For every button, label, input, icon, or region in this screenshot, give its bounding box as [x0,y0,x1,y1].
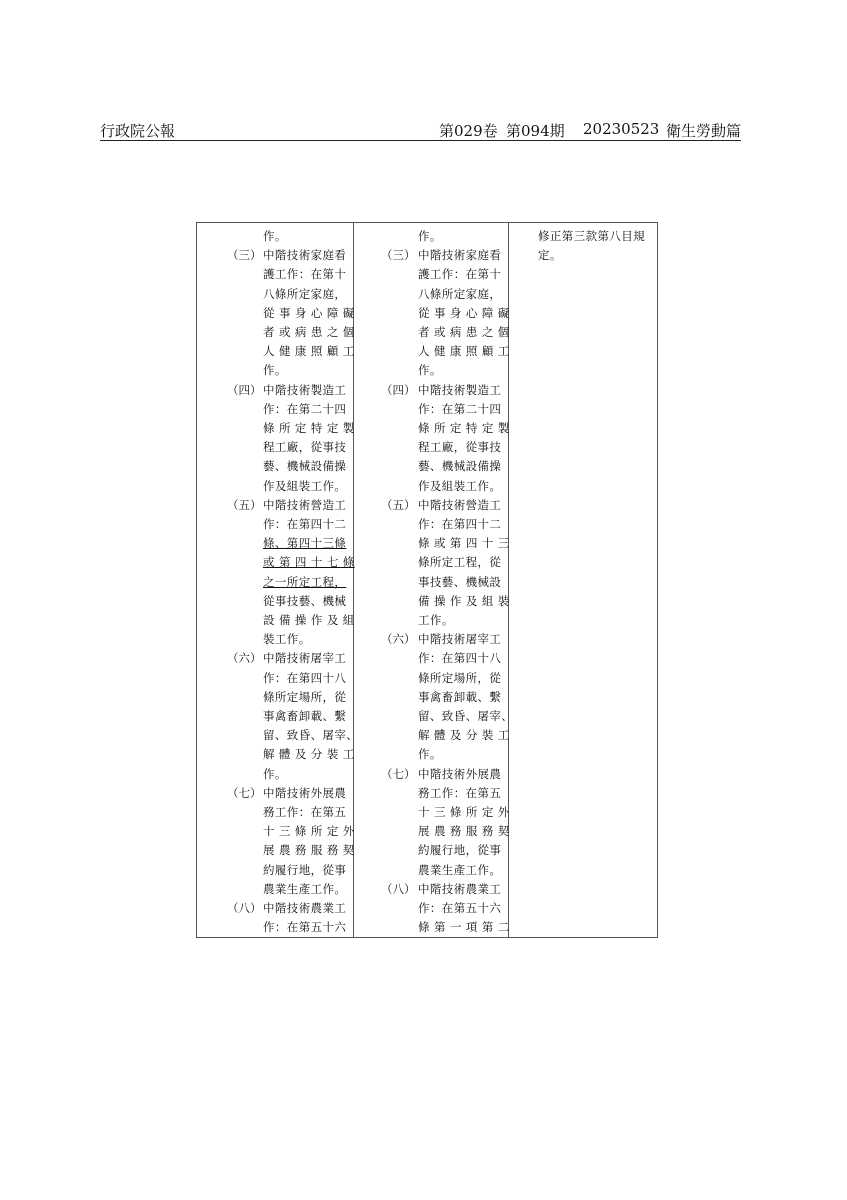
gazette-title: 行政院公報 [100,122,176,140]
text-line: 條 第 一 項 第 二 [418,920,510,935]
text-line: 農業生產工作。 [418,862,502,877]
text-line: 工作。 [418,613,454,627]
text-line: 留、致昏、屠宰、 [418,709,514,723]
amended-text-line: 之一所定工程， [263,574,347,589]
text-line: 設 備 操 作 及 組 [263,613,355,627]
text-line: 從 事 身 心 障 礙 [263,305,355,320]
text-line: 作及組裝工作。 [418,478,502,493]
item-number: （八） [381,881,416,896]
text-line: 作：在第四十二 [418,517,502,531]
text-line: 作。 [263,229,287,243]
item-number: （七） [381,766,416,781]
text-line: 展 農 務 服 務 契 [418,824,510,839]
text-line: 中階技術外展農 [263,785,347,800]
text-line: 務工作：在第五 [418,785,502,800]
text-line: 中階技術製造工 [418,382,502,397]
text-line: 程工廠，從事技 [263,440,347,455]
item-number: （三） [381,248,416,263]
text-line: 作及組裝工作。 [263,478,347,493]
current-text-column [353,223,514,937]
text-line: 程工廠，從事技 [418,440,502,455]
text-line: 中階技術外展農 [418,766,502,781]
text-line: 中階技術營造工 [418,497,502,512]
text-line: 條 所 定 特 定 製 [263,421,355,435]
text-line: 農業生產工作。 [263,881,347,896]
text-line: 作：在第二十四 [263,401,347,416]
text-line: 條所定場所，從 [418,670,502,685]
text-line: 中階技術農業工 [418,881,502,896]
amended-text-column [197,223,359,937]
text-line: 中階技術家庭看 [418,248,502,263]
comparison-table [196,222,658,938]
text-line: 十 三 條 所 定 外 [418,805,510,819]
text-line: 展 農 務 服 務 契 [263,843,355,858]
text-line: 十 三 條 所 定 外 [263,824,355,839]
text-line: 修正第三款第八目規 [538,229,646,243]
text-line: 人 健 康 照 顧 工 [263,344,355,359]
publication-date: 20230523 [583,120,660,138]
text-line: 中階技術製造工 [263,382,347,397]
text-line: 作：在第四十二 [263,517,347,531]
text-line: 裝工作。 [263,632,311,647]
text-line: 八條所定家庭， [263,286,347,301]
amended-text-line: 或 第 四 十 七 條 [263,555,355,570]
section-name: 衛生勞動篇 [666,122,742,140]
text-line: 從 事 身 心 障 礙 [418,305,510,320]
text-line: 作。 [418,363,442,378]
item-number: （五） [227,497,262,512]
text-line: 護工作：在第十 [418,267,502,282]
text-line: 中階技術家庭看 [263,248,347,263]
text-line: 藝、機械設備操 [263,459,347,474]
text-line: 解 體 及 分 裝 工 [418,728,510,743]
text-line: 留、致昏、屠宰、 [263,728,359,743]
item-number: （六） [381,632,416,647]
text-line: 從事技藝、機械 [263,593,347,608]
text-line: 作：在第四十八 [263,670,347,685]
text-line: 作。 [418,747,442,762]
item-number: （六） [227,651,262,666]
issue-number: 第094期 [506,122,565,140]
text-line: 事禽畜卸載、繫 [418,689,502,704]
page-header [100,118,741,141]
text-line: 作：在第五十六 [263,920,347,935]
text-line: 解 體 及 分 裝 工 [263,747,355,762]
text-line: 中階技術農業工 [263,901,347,915]
item-number: （三） [227,248,262,263]
text-line: 事技藝、機械設 [418,574,502,589]
item-number: （八） [227,901,262,915]
amended-text-line: 條、第四十三條 [263,536,347,551]
item-number: （四） [227,382,262,397]
text-line: 者 或 病 患 之 個 [418,325,510,339]
text-line: 作：在第五十六 [418,901,502,915]
text-line: 約履行地，從事 [263,862,347,877]
text-line: 作：在第二十四 [418,401,502,416]
text-line: 藝、機械設備操 [418,459,502,474]
text-line: 作。 [263,766,287,781]
text-line: 護工作：在第十 [263,267,347,282]
text-line: 作。 [418,229,442,243]
volume-number: 第029卷 [439,122,498,140]
item-number: （五） [381,497,416,512]
text-line: 約履行地，從事 [418,843,502,858]
item-number: （七） [227,785,262,800]
text-line: 條所定場所，從 [263,689,347,704]
text-line: 人 健 康 照 顧 工 [418,344,510,359]
text-line: 條 所 定 特 定 製 [418,421,510,435]
text-line: 備 操 作 及 組 裝 [418,593,510,608]
text-line: 八條所定家庭， [418,286,502,301]
text-line: 作。 [263,363,287,378]
item-number: （四） [381,382,416,397]
text-line: 中階技術營造工 [263,497,347,512]
explanation-column [508,223,659,937]
text-line: 中階技術屠宰工 [418,632,502,647]
text-line: 中階技術屠宰工 [263,651,347,666]
text-line: 條 或 第 四 十 三 [418,536,510,551]
text-line: 者 或 病 患 之 個 [263,325,355,339]
text-line: 定。 [538,248,562,263]
text-line: 作：在第四十八 [418,651,502,666]
text-line: 務工作：在第五 [263,805,347,819]
text-line: 事禽畜卸載、繫 [263,709,347,723]
text-line: 條所定工程，從 [418,555,502,570]
